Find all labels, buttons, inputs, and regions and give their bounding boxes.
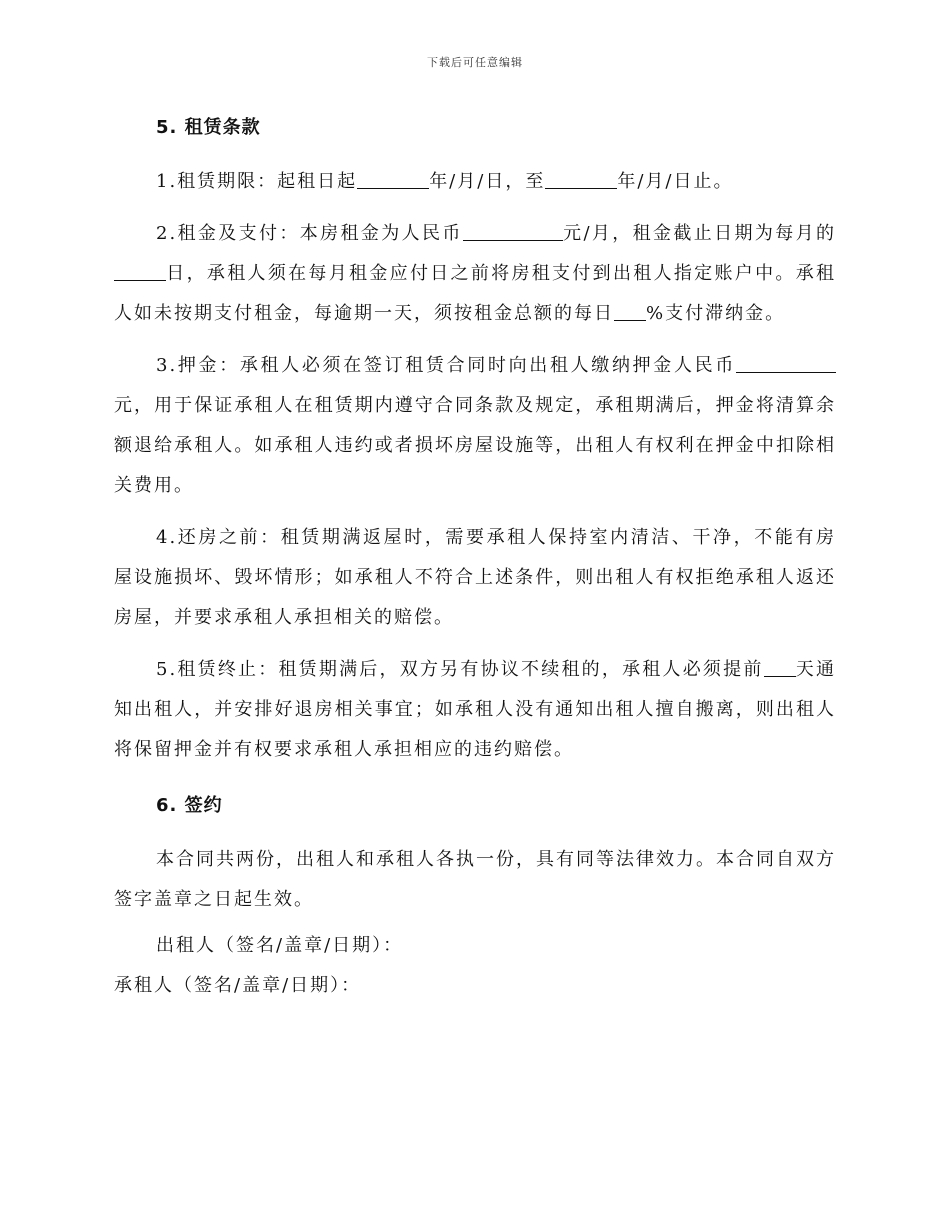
clause-lease-term-text-b: 年/月/日，至 bbox=[429, 171, 546, 192]
clause-deposit-text-a: 3.押金：承租人必须在签订租赁合同时向出租人缴纳押金人民币 bbox=[156, 355, 736, 376]
clause-lease-term-text-a: 1.租赁期限：起租日起 bbox=[156, 171, 358, 192]
clause-rent-payment-text-c: 日，承租人须在每月租金应付日之前将房租支付到出租人指定账户中。承租人如未按期支付租金，每逾期一天，须按租金总额的每日 bbox=[114, 263, 836, 324]
end-date-blank bbox=[545, 170, 617, 189]
clause-lease-termination-text-b: 天通知出租人，并安排好退房相关事宜；如承租人没有通知出租人擅自搬离，则出租人将保留押金并有权要求承租人承担相应的违约赔偿。 bbox=[114, 659, 837, 760]
start-date-blank bbox=[357, 170, 429, 189]
page-header-note: 下载后可任意编辑 bbox=[427, 56, 523, 69]
lessee-signature-line: 承租人（签名/盖章/日期）： bbox=[114, 975, 362, 996]
notice-days-blank bbox=[764, 658, 796, 677]
clause-rent-payment-text-a: 2.租金及支付：本房租金为人民币 bbox=[156, 223, 463, 244]
rent-amount-blank bbox=[463, 222, 563, 241]
deposit-amount-blank bbox=[736, 354, 836, 373]
clause-deposit bbox=[114, 346, 836, 506]
clause-deposit-text-b: 元，用于保证承租人在租赁期内遵守合同条款及规定，承租期满后，押金将清算余额退给承租人。如承租人违约或者损坏房屋设施等，出租人有权利在押金中扣除相关费用。 bbox=[114, 395, 836, 496]
section-6-title: 6. 签约 bbox=[156, 795, 223, 816]
signing-body: 本合同共两份，出租人和承租人各执一份，具有同等法律效力。本合同自双方签字盖章之日起生效。 bbox=[114, 849, 836, 910]
section-5-title: 5. 租赁条款 bbox=[156, 117, 261, 138]
clause-rent-payment-text-d: %支付滞纳金。 bbox=[646, 303, 786, 324]
clause-lease-term bbox=[114, 162, 836, 202]
due-day-blank bbox=[114, 262, 166, 281]
clause-rent-payment bbox=[114, 214, 836, 334]
clause-lease-term-text-c: 年/月/日止。 bbox=[617, 171, 734, 192]
contract-document bbox=[114, 112, 836, 1006]
late-fee-rate-blank bbox=[614, 302, 646, 321]
clause-lease-termination bbox=[114, 650, 836, 770]
clause-rent-payment-text-b: 元/月，租金截止日期为每月的 bbox=[562, 223, 836, 244]
clause-return-house: 4.还房之前：租赁期满返屋时，需要承租人保持室内清洁、干净，不能有房屋设施损坏、毁坏情形；如承租人不符合上述条件，则出租人有权拒绝承租人返还房屋，并要求承租人承担相关的赔偿。 bbox=[114, 527, 836, 628]
lessor-signature-line: 出租人（签名/盖章/日期）： bbox=[156, 935, 404, 956]
clause-lease-termination-text-a: 5.租赁终止：租赁期满后，双方另有协议不续租的，承租人必须提前 bbox=[156, 659, 764, 680]
